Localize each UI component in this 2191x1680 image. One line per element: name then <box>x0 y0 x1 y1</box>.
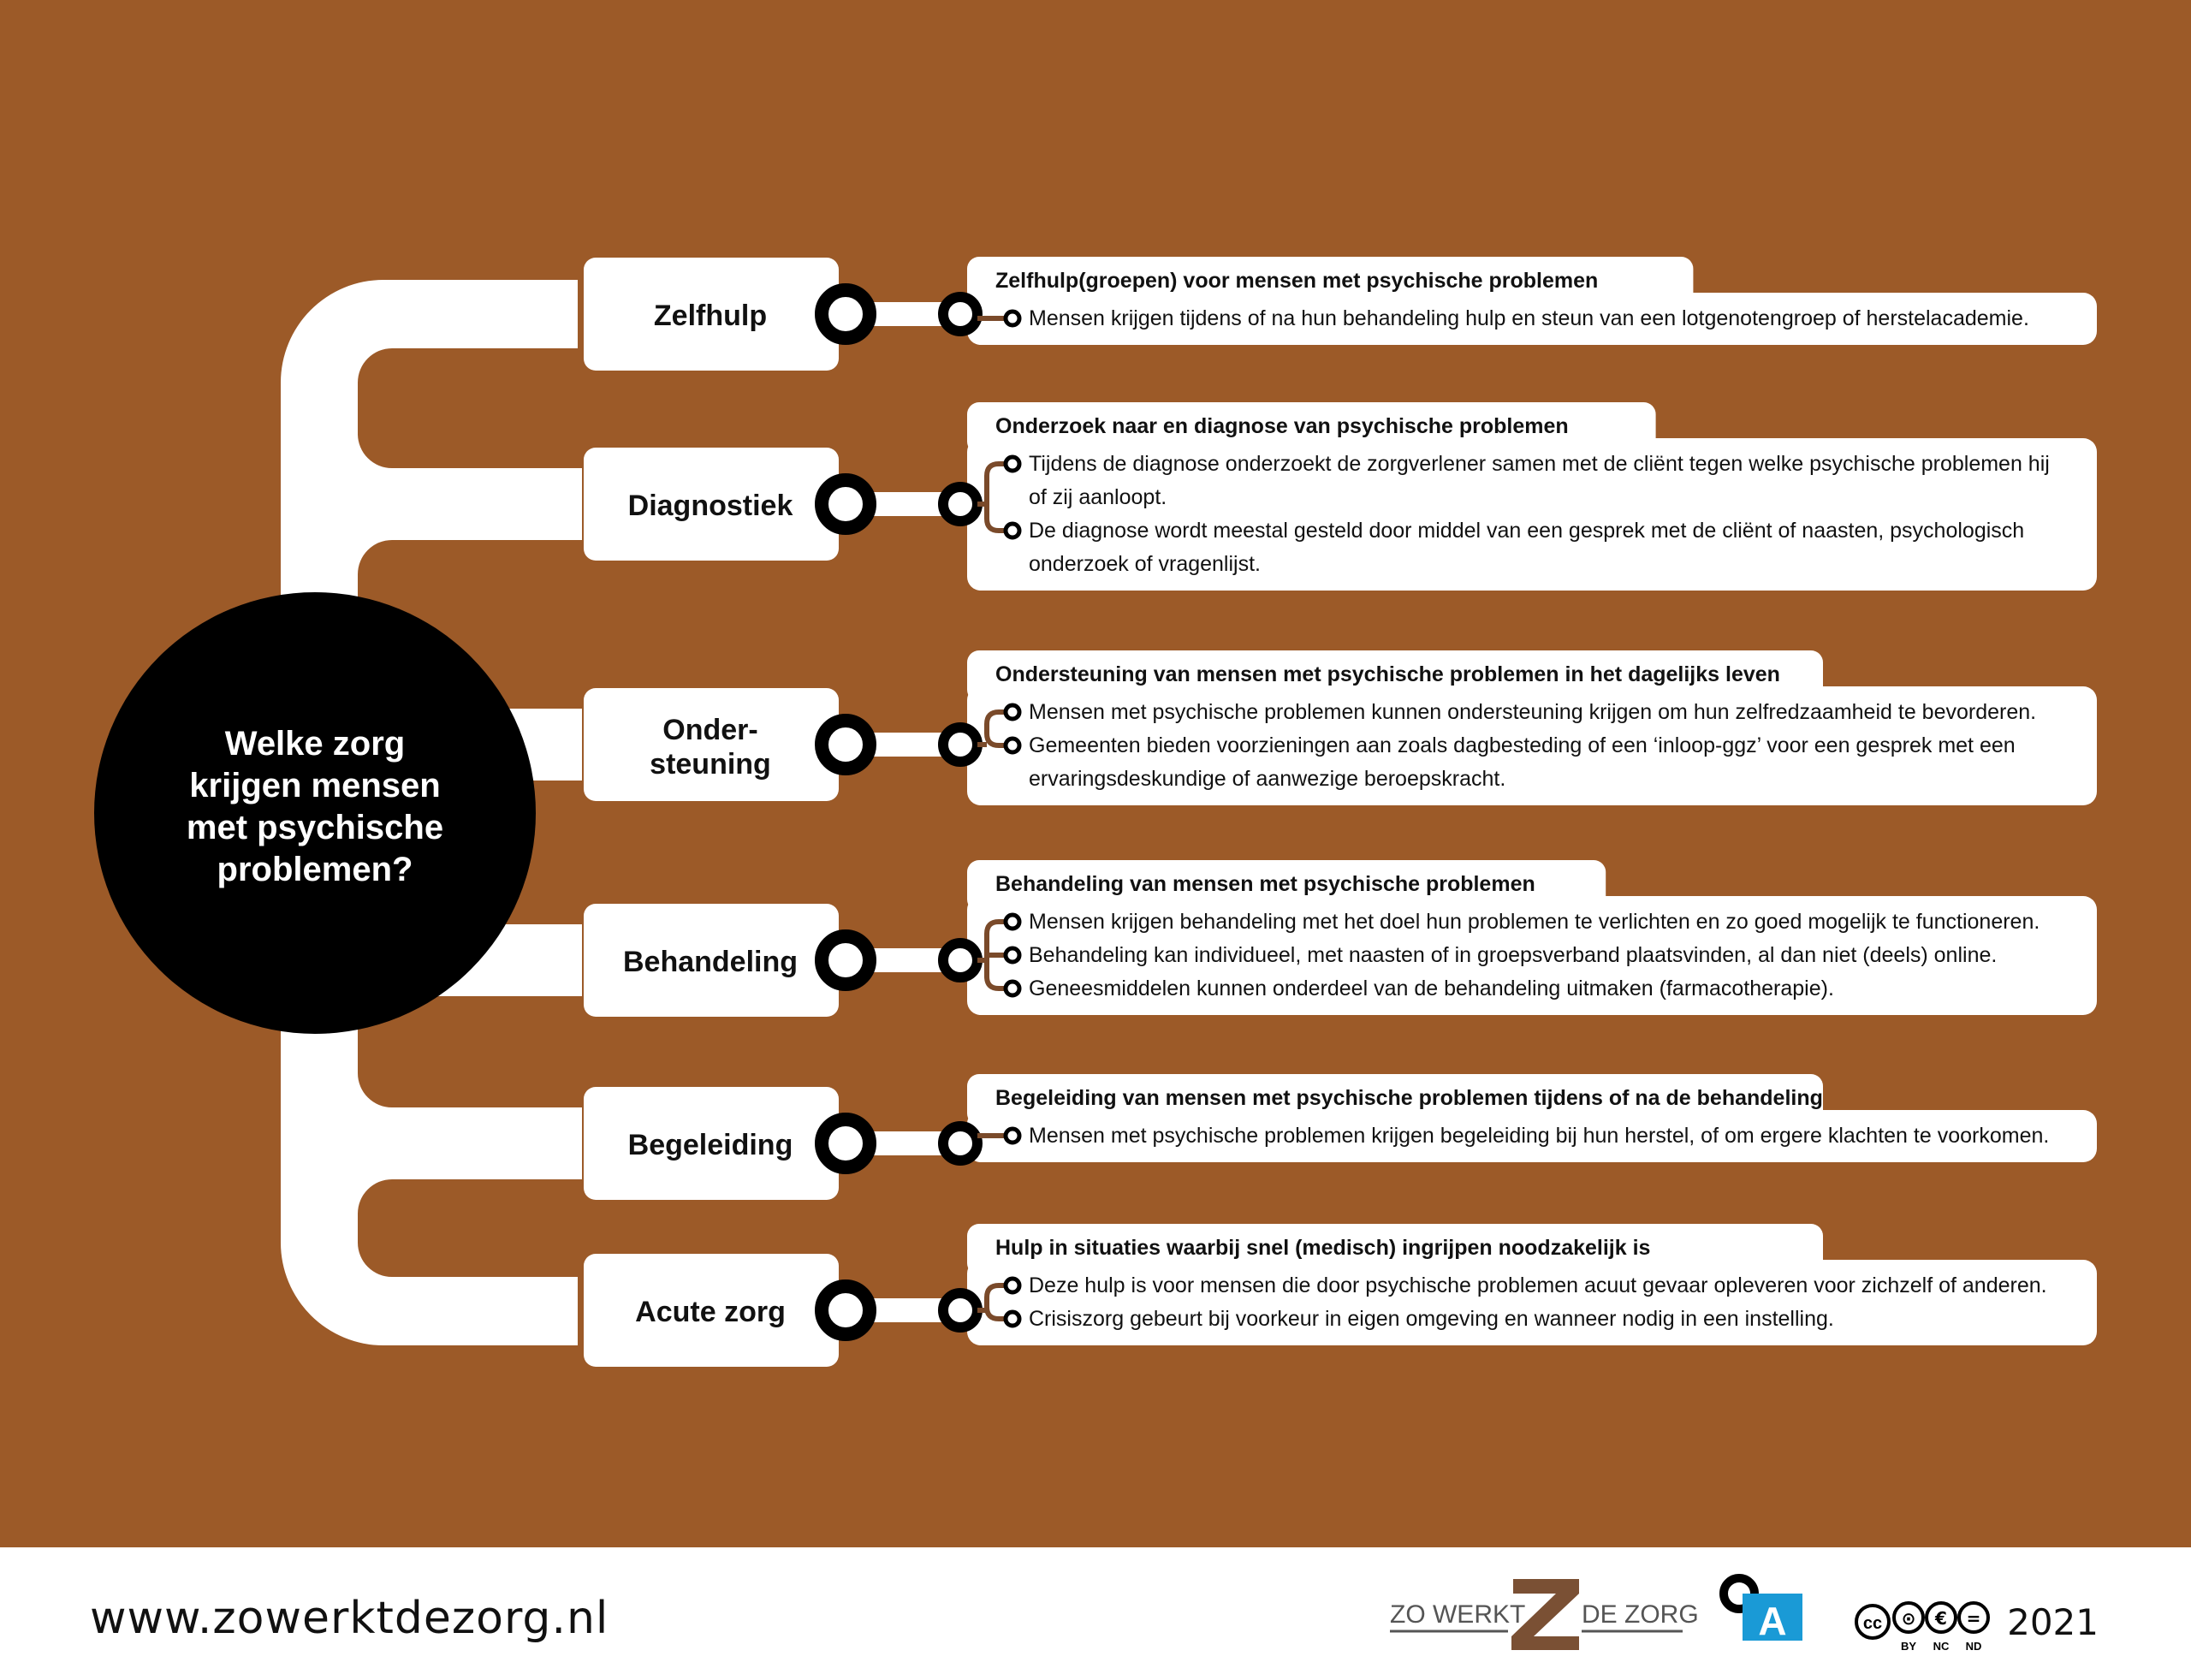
branch-label: steuning <box>650 748 771 781</box>
branch-ring-hole <box>835 304 856 324</box>
footer-url: www.zowerktdezorg.nl <box>90 1593 609 1644</box>
panel-item-text: Behandeling kan individueel, met naasten of in groepsverband plaatsvinden, al dan niet (deels) online. <box>1029 943 1998 967</box>
panel-ring <box>943 1126 977 1161</box>
panel-title: Ondersteuning van mensen met psychische problemen in het dagelijks leven <box>995 662 1780 686</box>
branch-ring-hole <box>835 950 856 971</box>
cc-label: NC <box>1933 1640 1950 1653</box>
branch-ring-hole <box>835 1300 856 1321</box>
hub-question-line: krijgen mensen <box>189 767 441 804</box>
panel-item-text: Mensen met psychische problemen krijgen begeleiding bij hun herstel, of om ergere klachten te voorkomen. <box>1029 1124 2050 1148</box>
item-bullet <box>1006 739 1019 752</box>
panel-item-text: Gemeenten bieden voorzieningen aan zoals dagbesteding of een ‘inloop-ggz’ voor een gesprek met een <box>1029 733 2016 757</box>
branch-ring-hole <box>835 1133 856 1154</box>
branch-stub <box>353 468 582 540</box>
panel-item-text: Tijdens de diagnose onderzoekt de zorgverlener samen met de cliënt tegen welke psychische problemen hij <box>1029 452 2050 476</box>
hub-question-line: problemen? <box>217 851 413 888</box>
branch-ring-hole <box>835 734 856 755</box>
branch-label: Begeleiding <box>627 1129 793 1161</box>
branch-label: Acute zorg <box>635 1296 786 1328</box>
partner-letter: A <box>1758 1599 1787 1643</box>
logo-text-left: ZO WERKT <box>1390 1600 1526 1629</box>
panel-ring <box>943 487 977 521</box>
hub-question-line: Welke zorg <box>224 725 406 763</box>
item-bullet <box>1006 705 1019 719</box>
hub <box>94 592 536 1034</box>
item-bullet <box>1006 312 1019 325</box>
panel-item-text: Mensen krijgen behandeling met het doel hun problemen te verlichten en zo goed mogelijk te functioneren. <box>1029 910 2040 934</box>
panel-title: Hulp in situaties waarbij snel (medisch) ingrijpen noodzakelijk is <box>995 1236 1651 1260</box>
item-bullet <box>1006 1312 1019 1326</box>
panel-item-text: De diagnose wordt meestal gesteld door middel van een gesprek met de cliënt of naasten, psychologisch <box>1029 519 2025 543</box>
panel-title: Zelfhulp(groepen) voor mensen met psychische problemen <box>995 269 1599 293</box>
panel-title: Begeleiding van mensen met psychische problemen tijdens of na de behandeling <box>995 1086 1823 1110</box>
cc-label: BY <box>1900 1640 1917 1653</box>
branch-label: Behandeling <box>622 946 799 978</box>
panel-ring <box>943 1293 977 1327</box>
footer-year: 2021 <box>2007 1601 2099 1643</box>
cc-symbol: ⊙ <box>1901 1608 1916 1629</box>
hub-question-line: met psychische <box>186 809 444 846</box>
panel-title: Onderzoek naar en diagnose van psychische problemen <box>995 414 1569 438</box>
cc-glyph: cc <box>1862 1614 1883 1633</box>
item-bullet <box>1006 1279 1019 1292</box>
panel-item-text: ervaringsdeskundige of aanwezige beroepskracht. <box>1029 767 1506 791</box>
item-bullet <box>1006 948 1019 962</box>
branch-label: Onder- <box>662 714 758 746</box>
cc-symbol: € <box>1935 1608 1947 1629</box>
item-bullet <box>1006 982 1019 995</box>
panel-item-text: Mensen met psychische problemen kunnen ondersteuning krijgen om hun zelfredzaamheid te bevorderen. <box>1029 700 2037 724</box>
item-bullet <box>1006 524 1019 537</box>
cc-symbol: = <box>1966 1608 1981 1629</box>
panel-item-text: onderzoek of vragenlijst. <box>1029 552 1261 576</box>
panel-item-text: Crisiszorg gebeurt bij voorkeur in eigen omgeving en wanneer nodig in een instelling. <box>1029 1307 1834 1331</box>
item-bullet <box>1006 1129 1019 1143</box>
logo-text-right: DE ZORG <box>1582 1600 1699 1629</box>
item-bullet <box>1006 457 1019 471</box>
panel-item-text: Geneesmiddelen kunnen onderdeel van de behandeling uitmaken (farmacotherapie). <box>1029 977 1834 1000</box>
panel-ring <box>943 727 977 762</box>
item-bullet <box>1006 915 1019 929</box>
panel-item-text: Mensen krijgen tijdens of na hun behandeling hulp en steun van een lotgenotengroep of herstelacademie. <box>1029 306 2029 330</box>
branch-ring-hole <box>835 494 856 514</box>
panel-title: Behandeling van mensen met psychische problemen <box>995 872 1535 896</box>
cc-label: ND <box>1965 1640 1982 1653</box>
branch-stub <box>353 1107 582 1179</box>
branch-label: Zelfhulp <box>653 300 768 332</box>
panel-item-text: Deze hulp is voor mensen die door psychische problemen acuut gevaar opleveren voor zichzelf of anderen. <box>1029 1273 2047 1297</box>
panel-item-text: of zij aanloopt. <box>1029 485 1167 509</box>
panel-ring <box>943 297 977 331</box>
panel-body <box>967 1260 2097 1345</box>
branch-label: Diagnostiek <box>627 490 793 522</box>
panel-ring <box>943 943 977 977</box>
